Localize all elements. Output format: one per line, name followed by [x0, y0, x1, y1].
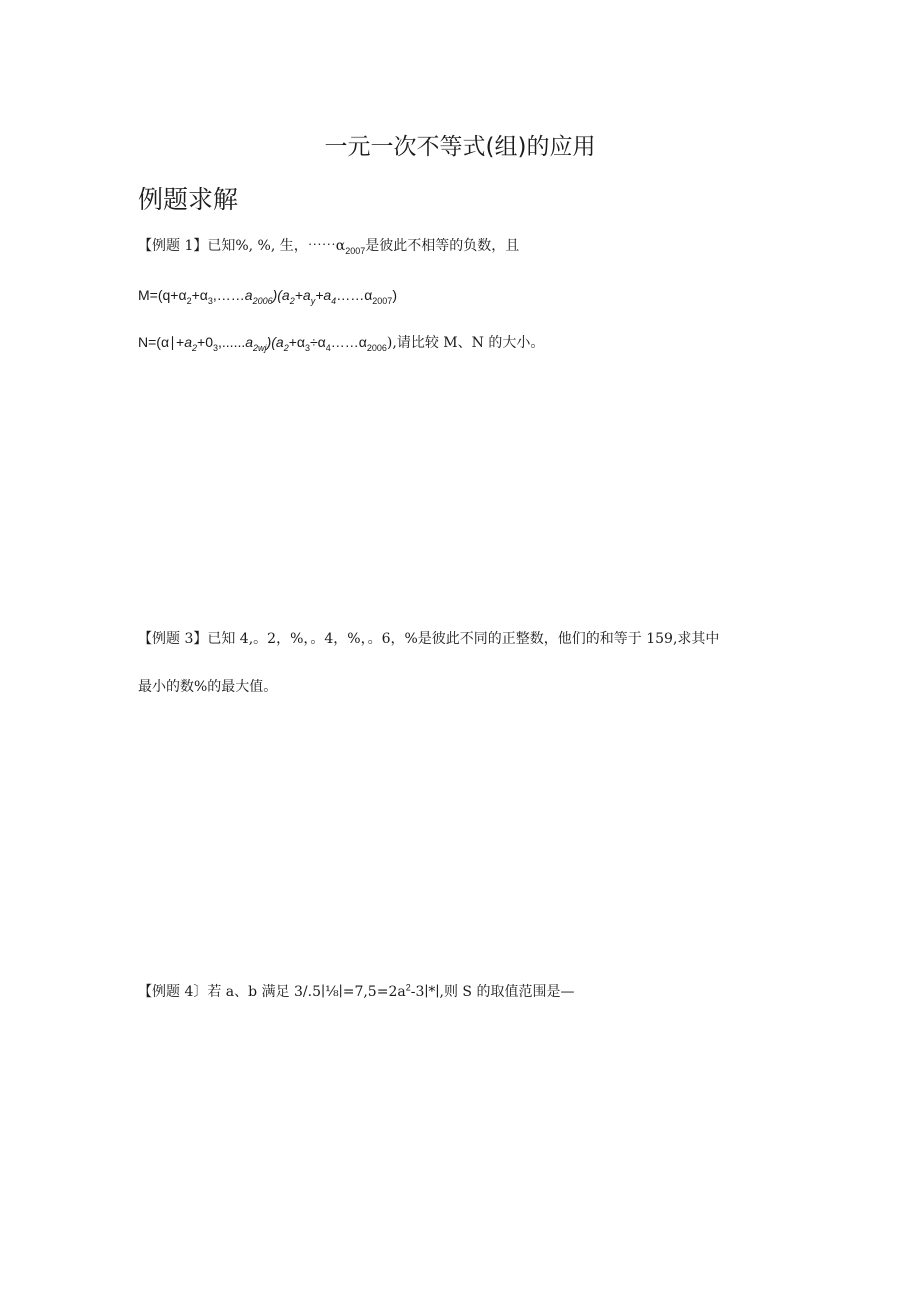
formula-n-part: ),请比较 M、N 的大小。 — [386, 335, 545, 351]
formula-m-part: ……α — [336, 287, 373, 303]
formula-n-sub: 2 — [283, 342, 289, 353]
formula-n-part: ,...... — [218, 334, 246, 350]
formula-n-sub: 3 — [213, 342, 219, 353]
formula-m-sub: 2 — [289, 295, 295, 306]
example-4-superscript: 2 — [405, 982, 411, 993]
formula-m-sub: 4 — [331, 295, 337, 306]
formula-n-sub: 2wj — [253, 342, 267, 353]
formula-m-part: ) — [392, 287, 397, 303]
formula-n-part: +0 — [197, 334, 213, 350]
section-heading: 例题求解 — [138, 185, 239, 214]
example-1-text-a: 【例题 1】已知%, %, 生，⋯⋯α — [138, 238, 346, 254]
example-1-formula-n — [138, 333, 544, 352]
formula-n-sub: 3 — [304, 342, 310, 353]
example-1-statement — [138, 237, 519, 255]
example-1-formula-m — [138, 286, 397, 304]
formula-n-part: a — [184, 334, 193, 350]
formula-n-part: +α — [288, 334, 305, 350]
formula-m-sub: 2007 — [372, 295, 393, 306]
formula-n-part: ÷α — [310, 334, 326, 350]
formula-m-part: M=(q+α — [138, 287, 187, 303]
formula-n-part: N=(α∣+ — [138, 334, 185, 350]
formula-n-sub: 2 — [192, 342, 198, 353]
formula-m-sub: y — [310, 295, 316, 306]
example-3-line-2: 最小的数%的最大值。 — [138, 679, 278, 695]
formula-n-sub: 2006 — [366, 342, 387, 353]
formula-m-part: +α — [191, 287, 208, 303]
example-4-text-a: 【例题 4〕若 a、b 满足 3/.5∣⅛∣=7,5=2a — [138, 984, 406, 1000]
formula-m-part: ,…… — [212, 287, 245, 303]
formula-n-part: a — [245, 334, 254, 350]
example-4-text-b: -3∣*∣,则 S 的取值范围是— — [410, 984, 575, 1000]
formula-m-sub: 2 — [186, 295, 192, 306]
page-title: 一元一次不等式(组)的应用 — [324, 134, 596, 160]
formula-n-sub: 4 — [325, 342, 331, 353]
example-1-text-b: 是彼此不相等的负数，且 — [365, 238, 520, 254]
formula-m-sub: 2006 — [252, 295, 273, 306]
formula-m-sub: 3 — [207, 295, 213, 306]
example-1-subscript: 2007 — [345, 245, 366, 256]
example-3-line-1: 【例题 3】已知 4,。2，%，。4，%，。6，%是彼此不同的正整数，他们的和等于 159,求其中 — [138, 631, 720, 647]
example-4-statement — [138, 983, 574, 1001]
formula-m-part: )(a — [272, 287, 290, 303]
formula-m-part: a — [244, 287, 253, 303]
formula-n-part: )(a — [266, 334, 284, 350]
formula-n-part: ……α — [330, 334, 367, 350]
formula-m-part: +a — [294, 287, 311, 303]
formula-m-part: +a — [315, 287, 332, 303]
